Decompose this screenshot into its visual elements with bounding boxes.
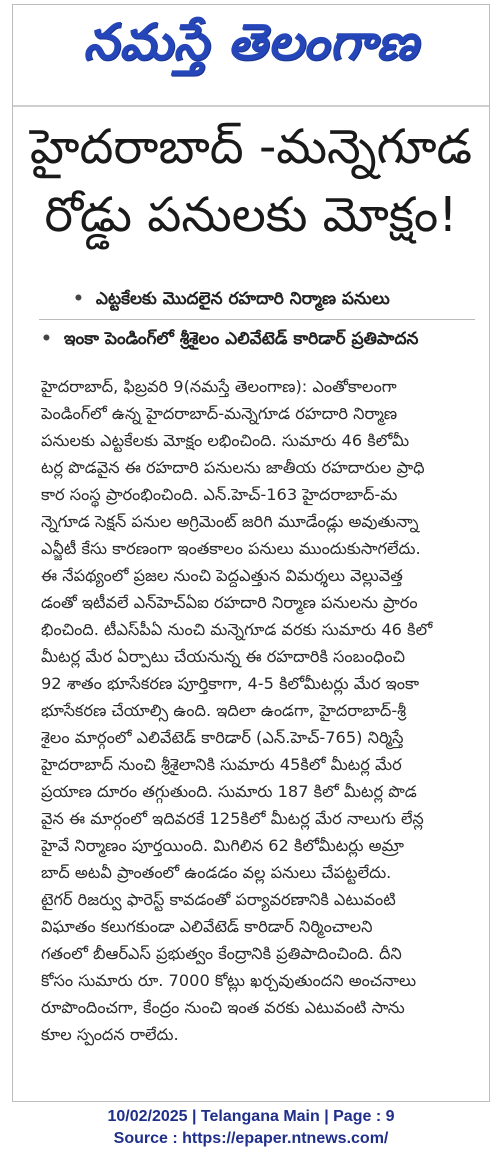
article-line: భించింది. టీఎస్‌పీఏ నుంచి మన్నెగూడ వరకు సుమారు 46 కిలో [41,620,433,639]
article-line: 92 శాతం భూసేకరణ పూర్తికాగా, 4-5 కిలోమీటర్లు మేర ఇంకా [41,674,420,693]
article-line: డంతో ఇటీవలే ఎన్‌హెచ్‌ఏఐ రహదారి నిర్మాణ పనులను ప్రారం [41,593,418,612]
article-line: ప్రయాణ దూరం తగ్గుతుంది. సుమారు 187 కిలో మీటర్ల పొడ [41,782,417,801]
article-line: శైలం మార్గంలో ఎలివేటెడ్ కారిడార్ (ఎన్.హెచ్-765) నిర్మిస్తే [41,728,404,747]
article-line: టైగర్ రిజర్వు ఫారెస్ట్ కావడంతో పర్యావరణానికి ఎటువంటి [41,890,396,909]
bullet-icon: • [73,289,84,309]
article-line: మీటర్ల మేర ఏర్పాటు చేయనున్న ఈ రహదారికి సంబంధించి [41,647,405,666]
article-line: ఎన్జీటీ కేసు కారణంగా ఇంతకాలం పనులు ముందుకుసాగలేదు. [41,539,421,558]
article-line: రూపొందించగా, కేంద్రం నుంచి ఇంత వరకు ఎటువంటి సాను [41,998,405,1017]
subhead-divider [39,319,475,320]
article-line: గతంలో బీఆర్ఎస్ ప్రభుత్వం కేంద్రానికి ప్రతిపాదించింది. దీని [41,944,402,963]
masthead-title: నమస్తే తెలంగాణ [83,13,419,71]
article-line: ఈ నేపథ్యంలో ప్రజల నుంచి పెద్దఎత్తున విమర్శలు వెల్లువెత్త [41,566,403,585]
article-line: విఘాతం కలుగకుండా ఎలివేటెడ్ కారిడార్ నిర్మించాలని [41,917,373,936]
subhead-1-text: ఎట్టకేలకు మొదలైన రహదారి నిర్మాణ పనులు [95,289,390,309]
article-line: హైదరాబాద్ నుంచి శ్రీశైలానికి సుమారు 45కిలో మీటర్ల మేర [41,755,402,774]
article-line: పనులకు ఎట్టకేలకు మోక్షం లభించింది. సుమారు 46 కిలోమీ [41,431,410,450]
headline-line-1: హైదరాబాద్ -మన్నెగూడ [29,119,473,175]
article-line: కోసం సుమారు రూ. 7000 కోట్లు ఖర్చవుతుందని అంచనాలు [41,971,417,990]
article-body [41,373,475,1048]
footer-date-line: 10/02/2025 | Telangana Main | Page : 9 [107,1108,395,1125]
subhead-1 [73,289,390,313]
bullet-icon: • [41,329,52,349]
article-line: పెండింగ్‌లో ఉన్న హైదరాబాద్-మన్నెగూడ రహదారి నిర్మాణ [41,404,398,423]
article-line: టర్ల పొడవైన ఈ రహదారి పనులను జాతీయ రహదారుల ప్రాధి [41,458,425,477]
article-line: హైదరాబాద్, ఫిబ్రవరి 9(నమస్తే తెలంగాణ): ఎంతోకాలంగా [41,377,397,396]
masthead-divider [13,105,489,107]
article-line: బాద్ అటవీ ప్రాంతంలో ఉండడం వల్ల పనులు చేపట్టలేదు. [41,863,392,882]
news-clipping [12,4,490,1102]
article-line: కార సంస్థ ప్రారంభించింది. ఎన్.హెచ్-163 హైదరాబాద్-మ [41,485,398,504]
article-line: హైవే నిర్మాణం పూర్తయింది. మిగిలిన 62 కిలోమీటర్లు అమ్రా [41,836,404,855]
article-line: కూల స్పందన రాలేదు. [41,1025,179,1044]
article-line: వైన ఈ మార్గంలో ఇదివరకే 125కిలో మీటర్ల మేర నాలుగు లేన్ల [41,809,424,828]
headline [13,113,489,249]
article-line: భూసేకరణ చేయాల్సి ఉంది. ఇదిలా ఉండగా, హైదరాబాద్-శ్రీ [41,701,407,720]
subhead-2-text: ఇంకా పెండింగ్‌లో శ్రీశైలం ఎలివేటెడ్ కారిడార్ ప్రతిపాదన [63,329,419,349]
masthead [13,5,489,93]
headline-line-2: రోడ్డు పనులకు మోక్షం! [44,187,458,243]
article-line: న్నెగూడ సెక్షన్ పనుల అగ్రిమెంట్ జరిగి మూడేండ్లు అవుతున్నా [41,512,419,531]
subhead-2 [41,329,418,353]
footer-source-line: Source : https://epaper.ntnews.com/ [113,1130,389,1147]
